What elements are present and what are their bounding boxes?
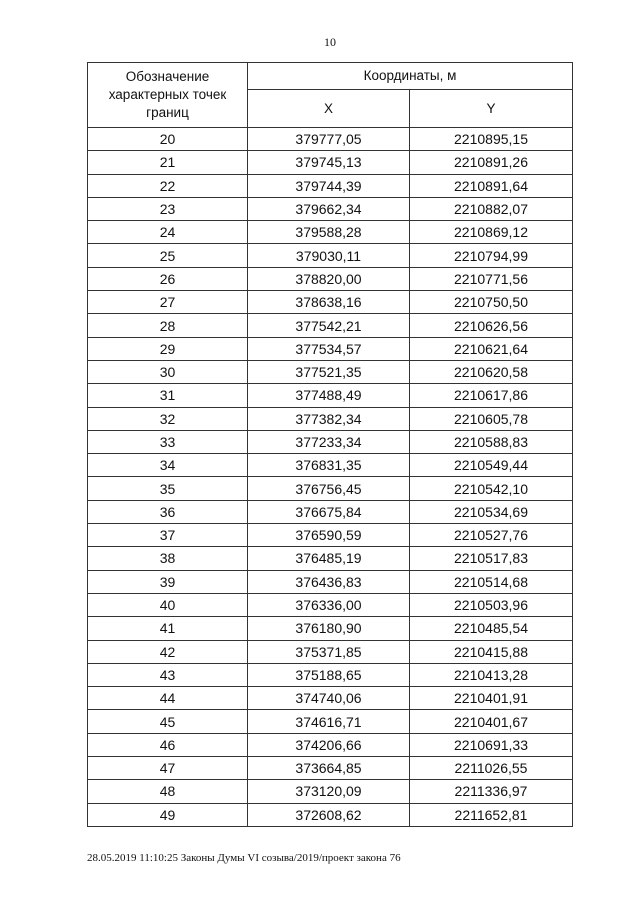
cell-y: 2210503,96 (410, 593, 573, 616)
cell-x: 376675,84 (248, 500, 410, 523)
cell-y: 2210549,44 (410, 454, 573, 477)
page-number: 10 (324, 35, 336, 49)
cell-y: 2210517,83 (410, 547, 573, 570)
header-point-designation: Обозначение характерных точек границ (88, 63, 248, 128)
table-row (88, 477, 573, 500)
table-row (88, 221, 573, 244)
table-row (88, 430, 573, 453)
cell-point: 24 (88, 221, 248, 244)
cell-y: 2210771,56 (410, 267, 573, 290)
table-row (88, 640, 573, 663)
cell-y: 2210794,99 (410, 244, 573, 267)
cell-point: 28 (88, 314, 248, 337)
cell-y: 2210621,64 (410, 337, 573, 360)
table-row (88, 384, 573, 407)
cell-x: 379745,13 (248, 151, 410, 174)
table-row (88, 197, 573, 220)
cell-x: 375188,65 (248, 663, 410, 686)
cell-y: 2211026,55 (410, 757, 573, 780)
cell-x: 379662,34 (248, 197, 410, 220)
table-row (88, 174, 573, 197)
cell-y: 2211336,97 (410, 780, 573, 803)
cell-point: 43 (88, 663, 248, 686)
table-row (88, 780, 573, 803)
table-row (88, 593, 573, 616)
cell-point: 26 (88, 267, 248, 290)
cell-y: 2210891,26 (410, 151, 573, 174)
cell-point: 34 (88, 454, 248, 477)
cell-x: 374740,06 (248, 687, 410, 710)
table-row (88, 337, 573, 360)
cell-x: 376180,90 (248, 617, 410, 640)
cell-point: 47 (88, 757, 248, 780)
cell-x: 377382,34 (248, 407, 410, 430)
cell-point: 30 (88, 360, 248, 383)
table-row (88, 314, 573, 337)
cell-y: 2210485,54 (410, 617, 573, 640)
cell-point: 25 (88, 244, 248, 267)
cell-x: 374206,66 (248, 733, 410, 756)
cell-point: 22 (88, 174, 248, 197)
cell-x: 376485,19 (248, 547, 410, 570)
cell-x: 374616,71 (248, 710, 410, 733)
table-row (88, 524, 573, 547)
cell-point: 38 (88, 547, 248, 570)
table-row (88, 757, 573, 780)
cell-point: 41 (88, 617, 248, 640)
cell-point: 40 (88, 593, 248, 616)
cell-point: 48 (88, 780, 248, 803)
cell-x: 376336,00 (248, 593, 410, 616)
cell-x: 376831,35 (248, 454, 410, 477)
header-y: Y (410, 90, 573, 128)
table-row (88, 803, 573, 826)
cell-point: 29 (88, 337, 248, 360)
table-row (88, 547, 573, 570)
cell-x: 372608,62 (248, 803, 410, 826)
table-row (88, 570, 573, 593)
cell-y: 2210895,15 (410, 128, 573, 151)
cell-y: 2210534,69 (410, 500, 573, 523)
cell-point: 42 (88, 640, 248, 663)
cell-point: 21 (88, 151, 248, 174)
cell-y: 2210617,86 (410, 384, 573, 407)
table-row (88, 407, 573, 430)
cell-y: 2210882,07 (410, 197, 573, 220)
cell-x: 379777,05 (248, 128, 410, 151)
cell-x: 377488,49 (248, 384, 410, 407)
cell-y: 2210415,88 (410, 640, 573, 663)
cell-point: 23 (88, 197, 248, 220)
cell-x: 377233,34 (248, 430, 410, 453)
cell-y: 2210891,64 (410, 174, 573, 197)
table-row (88, 687, 573, 710)
table-row (88, 733, 573, 756)
cell-y: 2210869,12 (410, 221, 573, 244)
cell-point: 45 (88, 710, 248, 733)
cell-point: 33 (88, 430, 248, 453)
cell-x: 379744,39 (248, 174, 410, 197)
cell-point: 35 (88, 477, 248, 500)
cell-x: 379588,28 (248, 221, 410, 244)
header-x: X (248, 90, 410, 128)
table-row (88, 454, 573, 477)
cell-y: 2211652,81 (410, 803, 573, 826)
cell-point: 49 (88, 803, 248, 826)
table-row (88, 500, 573, 523)
cell-x: 373664,85 (248, 757, 410, 780)
cell-y: 2210401,67 (410, 710, 573, 733)
table-header (88, 63, 573, 128)
cell-y: 2210542,10 (410, 477, 573, 500)
cell-point: 36 (88, 500, 248, 523)
table-row (88, 617, 573, 640)
cell-point: 39 (88, 570, 248, 593)
cell-y: 2210691,33 (410, 733, 573, 756)
coordinates-table (87, 62, 573, 827)
cell-x: 376756,45 (248, 477, 410, 500)
cell-y: 2210527,76 (410, 524, 573, 547)
cell-point: 37 (88, 524, 248, 547)
header-coordinates: Координаты, м (248, 63, 573, 90)
document-footer: 28.05.2019 11:10:25 Законы Думы VI созыва/2019/проект закона 76 (87, 852, 401, 864)
cell-point: 46 (88, 733, 248, 756)
cell-y: 2210514,68 (410, 570, 573, 593)
table-row (88, 663, 573, 686)
cell-x: 375371,85 (248, 640, 410, 663)
cell-y: 2210620,58 (410, 360, 573, 383)
table-row (88, 710, 573, 733)
table-row (88, 291, 573, 314)
cell-point: 20 (88, 128, 248, 151)
cell-x: 378820,00 (248, 267, 410, 290)
cell-x: 373120,09 (248, 780, 410, 803)
table-body (88, 128, 573, 827)
table-row (88, 244, 573, 267)
cell-y: 2210401,91 (410, 687, 573, 710)
cell-y: 2210605,78 (410, 407, 573, 430)
cell-point: 44 (88, 687, 248, 710)
cell-x: 376590,59 (248, 524, 410, 547)
table-row (88, 128, 573, 151)
cell-point: 31 (88, 384, 248, 407)
cell-x: 377534,57 (248, 337, 410, 360)
cell-x: 376436,83 (248, 570, 410, 593)
cell-y: 2210750,50 (410, 291, 573, 314)
cell-x: 377521,35 (248, 360, 410, 383)
table-row (88, 360, 573, 383)
cell-x: 377542,21 (248, 314, 410, 337)
cell-y: 2210413,28 (410, 663, 573, 686)
cell-x: 378638,16 (248, 291, 410, 314)
table-row (88, 151, 573, 174)
table-row (88, 267, 573, 290)
cell-y: 2210626,56 (410, 314, 573, 337)
cell-point: 27 (88, 291, 248, 314)
cell-x: 379030,11 (248, 244, 410, 267)
cell-point: 32 (88, 407, 248, 430)
cell-y: 2210588,83 (410, 430, 573, 453)
